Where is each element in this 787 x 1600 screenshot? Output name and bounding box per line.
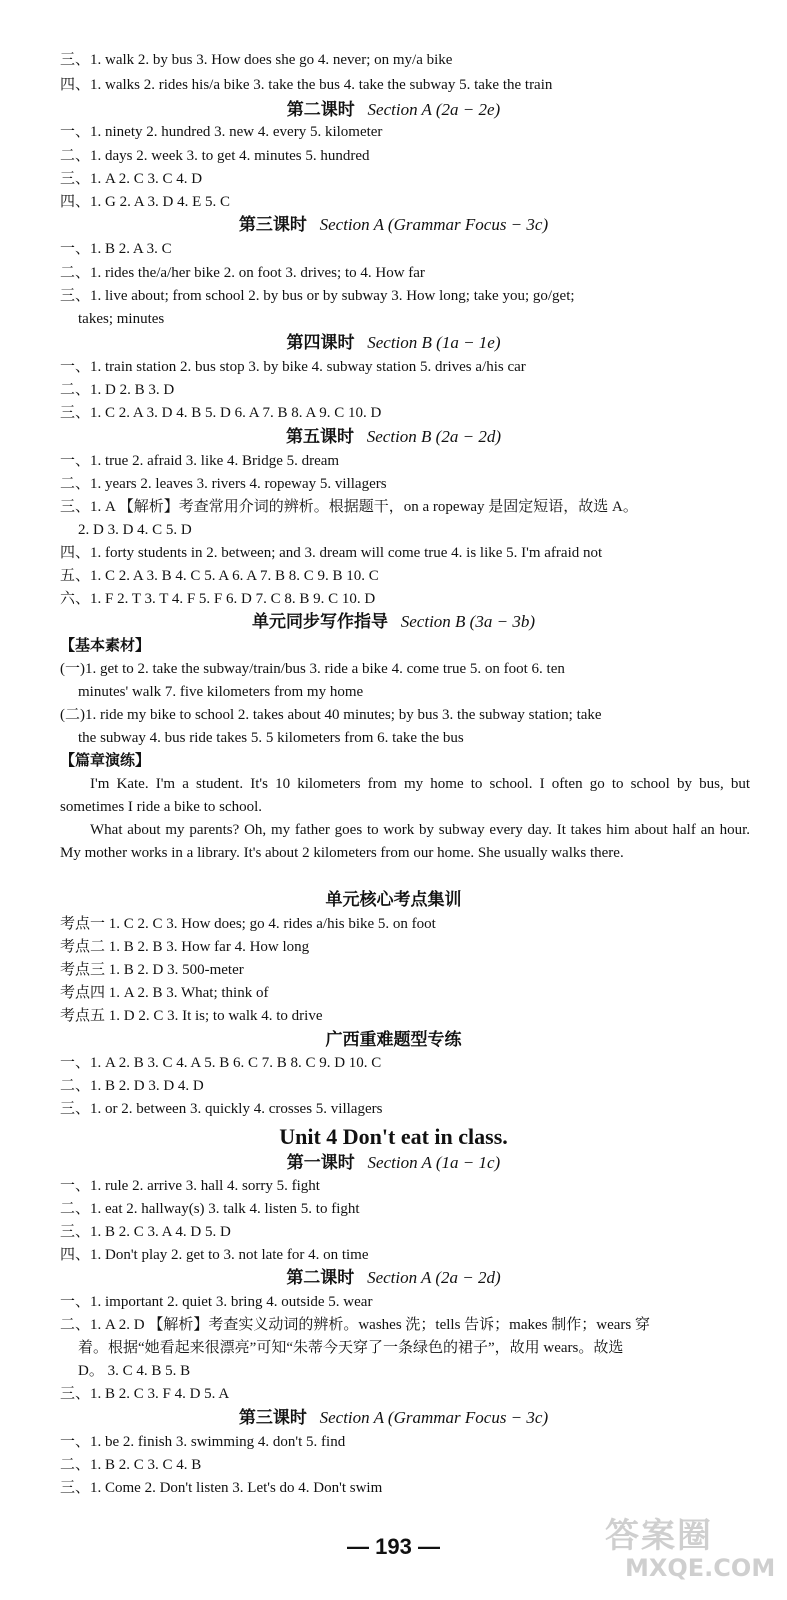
answer-line: 三、1. C 2. A 3. D 4. B 5. D 6. A 7. B 8. A 9. C 10. D xyxy=(60,405,382,421)
lesson-heading-cn: 第四课时 xyxy=(286,333,355,352)
lesson-heading-cn: 单元同步写作指导 xyxy=(252,612,389,631)
answer-line: (一)1. get to 2. take the subway/train/bus 3. ride a bike 4. come true 5. on foot 6. ten xyxy=(60,661,565,677)
page-number: — 193 — xyxy=(347,1534,440,1559)
answer-line: 四、1. G 2. A 3. D 4. E 5. C xyxy=(60,194,231,210)
answer-line: 考点一 1. C 2. C 3. How does; go 4. rides a/his bike 5. on foot xyxy=(60,916,436,932)
essay-paragraph: What about my parents? Oh, my father goes to work by subway every day. It takes him about half an hour. My mother works in a library. It's about 2 kilometers from our home. She usually walks there. xyxy=(60,822,750,861)
lesson-heading-section: Section B (3a − 3b) xyxy=(400,612,535,631)
answer-line: 2. D 3. D 4. C 5. D xyxy=(78,522,192,538)
answer-line: 三、1. B 2. C 3. F 4. D 5. A xyxy=(60,1386,230,1402)
answer-line: 二、1. days 2. week 3. to get 4. minutes 5. hundred xyxy=(60,148,370,164)
answer-line: 一、1. ninety 2. hundred 3. new 4. every 5. kilometer xyxy=(60,124,383,140)
answer-line: 四、1. walks 2. rides his/a bike 3. take the bus 4. take the subway 5. take the train xyxy=(60,77,553,93)
practice-tag: 【篇章演练】 xyxy=(60,753,151,769)
essay-paragraph: I'm Kate. I'm a student. It's 10 kilometers from my home to school. I often go to school by bus, but sometimes I ride a bike to school. xyxy=(60,776,750,815)
answer-line: 一、1. train station 2. bus stop 3. by bike 4. subway station 5. drives a/his car xyxy=(60,359,526,375)
lesson-heading-cn: 第一课时 xyxy=(286,1153,355,1172)
answer-line: 六、1. F 2. T 3. T 4. F 5. F 6. D 7. C 8. B 9. C 10. D xyxy=(60,591,376,607)
answer-line: 三、1. or 2. between 3. quickly 4. crosses 5. villagers xyxy=(60,1101,383,1117)
answer-line: 二、1. B 2. D 3. D 4. D xyxy=(60,1078,204,1094)
section-heading xyxy=(0,888,787,912)
lesson-heading-section: Section A (Grammar Focus − 3c) xyxy=(319,1408,549,1427)
answer-line: 考点二 1. B 2. B 3. How far 4. How long xyxy=(60,939,310,955)
answer-line: 四、1. Don't play 2. get to 3. not late for 4. on time xyxy=(60,1247,369,1263)
answer-line: 三、1. A 【解析】考查常用介词的辨析。根据题干，on a ropeway 是固定短语，故选 A。 xyxy=(60,499,638,515)
lesson-heading-section: Section B (1a − 1e) xyxy=(367,333,501,352)
answer-line: 三、1. A 2. C 3. C 4. D xyxy=(60,171,203,187)
lesson-heading xyxy=(0,425,787,449)
answer-line: 二、1. years 2. leaves 3. rivers 4. ropeway 5. villagers xyxy=(60,476,387,492)
answer-line: 考点三 1. B 2. D 3. 500-meter xyxy=(60,962,244,978)
writing-heading xyxy=(0,610,787,634)
answer-line: 二、1. A 2. D 【解析】考查实义动词的辨析。washes 洗；tells 告诉；makes 制作；wears 穿 xyxy=(60,1317,650,1333)
lesson-heading-cn: 第二课时 xyxy=(286,100,355,119)
lesson-heading xyxy=(0,1406,787,1430)
lesson-heading-cn: 第三课时 xyxy=(238,1408,307,1427)
answer-line: 二、1. D 2. B 3. D xyxy=(60,382,175,398)
answer-line: 一、1. be 2. finish 3. swimming 4. don't 5. find xyxy=(60,1434,346,1450)
answer-line: 一、1. true 2. afraid 3. like 4. Bridge 5. dream xyxy=(60,453,340,469)
watermark-text: 答案圈 xyxy=(605,1516,713,1556)
answer-line: 一、1. B 2. A 3. C xyxy=(60,241,172,257)
answer-line: 三、1. live about; from school 2. by bus or by subway 3. How long; take you; go/get; xyxy=(60,288,575,304)
lesson-heading xyxy=(0,1266,787,1290)
answer-line: 一、1. important 2. quiet 3. bring 4. outside 5. wear xyxy=(60,1294,373,1310)
lesson-heading-section: Section A (Grammar Focus − 3c) xyxy=(319,215,549,234)
watermark-logo xyxy=(595,1508,776,1588)
answer-line: (二)1. ride my bike to school 2. takes about 40 minutes; by bus 3. the subway station; take xyxy=(60,707,602,723)
answer-line: 二、1. rides the/a/her bike 2. on foot 3. drives; to 4. How far xyxy=(60,265,425,281)
answer-line: takes; minutes xyxy=(78,311,165,327)
lesson-heading xyxy=(0,98,787,122)
unit-title: Unit 4 Don't eat in class. xyxy=(279,1124,508,1149)
section-heading xyxy=(0,1028,787,1052)
answer-line: 二、1. B 2. C 3. C 4. B xyxy=(60,1457,202,1473)
answer-line: 三、1. walk 2. by bus 3. How does she go 4. never; on my/a bike xyxy=(60,52,453,68)
lesson-heading xyxy=(0,331,787,355)
lesson-heading xyxy=(0,213,787,237)
answer-line: 一、1. rule 2. arrive 3. hall 4. sorry 5. fight xyxy=(60,1178,320,1194)
lesson-heading-cn: 单元核心考点集训 xyxy=(325,890,462,909)
lesson-heading-cn: 第二课时 xyxy=(286,1268,355,1287)
answer-line: D。 3. C 4. B 5. B xyxy=(78,1363,191,1379)
lesson-heading-cn: 第三课时 xyxy=(238,215,307,234)
answer-line: 五、1. C 2. A 3. B 4. C 5. A 6. A 7. B 8. C 9. B 10. C xyxy=(60,568,379,584)
lesson-heading-section: Section A (2a − 2d) xyxy=(367,1268,501,1287)
answer-line: 考点四 1. A 2. B 3. What; think of xyxy=(60,985,269,1001)
lesson-heading-cn: 第五课时 xyxy=(286,427,355,446)
answer-line: the subway 4. bus ride takes 5. 5 kilometers from 6. take the bus xyxy=(78,730,464,746)
answer-line: 二、1. eat 2. hallway(s) 3. talk 4. listen 5. to fight xyxy=(60,1201,360,1217)
answer-line: 一、1. A 2. B 3. C 4. A 5. B 6. C 7. B 8. C 9. D 10. C xyxy=(60,1055,382,1071)
answer-line: 三、1. Come 2. Don't listen 3. Let's do 4. Don't swim xyxy=(60,1480,383,1496)
lesson-heading-cn: 广西重难题型专练 xyxy=(325,1030,462,1049)
answer-line: 四、1. forty students in 2. between; and 3. dream will come true 4. is like 5. I'm afraid not xyxy=(60,545,603,561)
answer-line: 着。根据“她看起来很漂亮”可知“朱蒂今天穿了一条绿色的裙子”，故用 wears。故选 xyxy=(78,1340,624,1356)
lesson-heading-section: Section B (2a − 2d) xyxy=(366,427,501,446)
lesson-heading-section: Section A (1a − 1c) xyxy=(367,1153,501,1172)
material-tag: 【基本素材】 xyxy=(60,638,151,654)
lesson-heading-section: Section A (2a − 2e) xyxy=(367,100,501,119)
watermark-url: MXQE.COM xyxy=(625,1554,776,1582)
answer-line: minutes' walk 7. five kilometers from my home xyxy=(78,684,364,700)
answer-line: 考点五 1. D 2. C 3. It is; to walk 4. to drive xyxy=(60,1008,323,1024)
lesson-heading xyxy=(0,1151,787,1175)
answer-line: 三、1. B 2. C 3. A 4. D 5. D xyxy=(60,1224,231,1240)
